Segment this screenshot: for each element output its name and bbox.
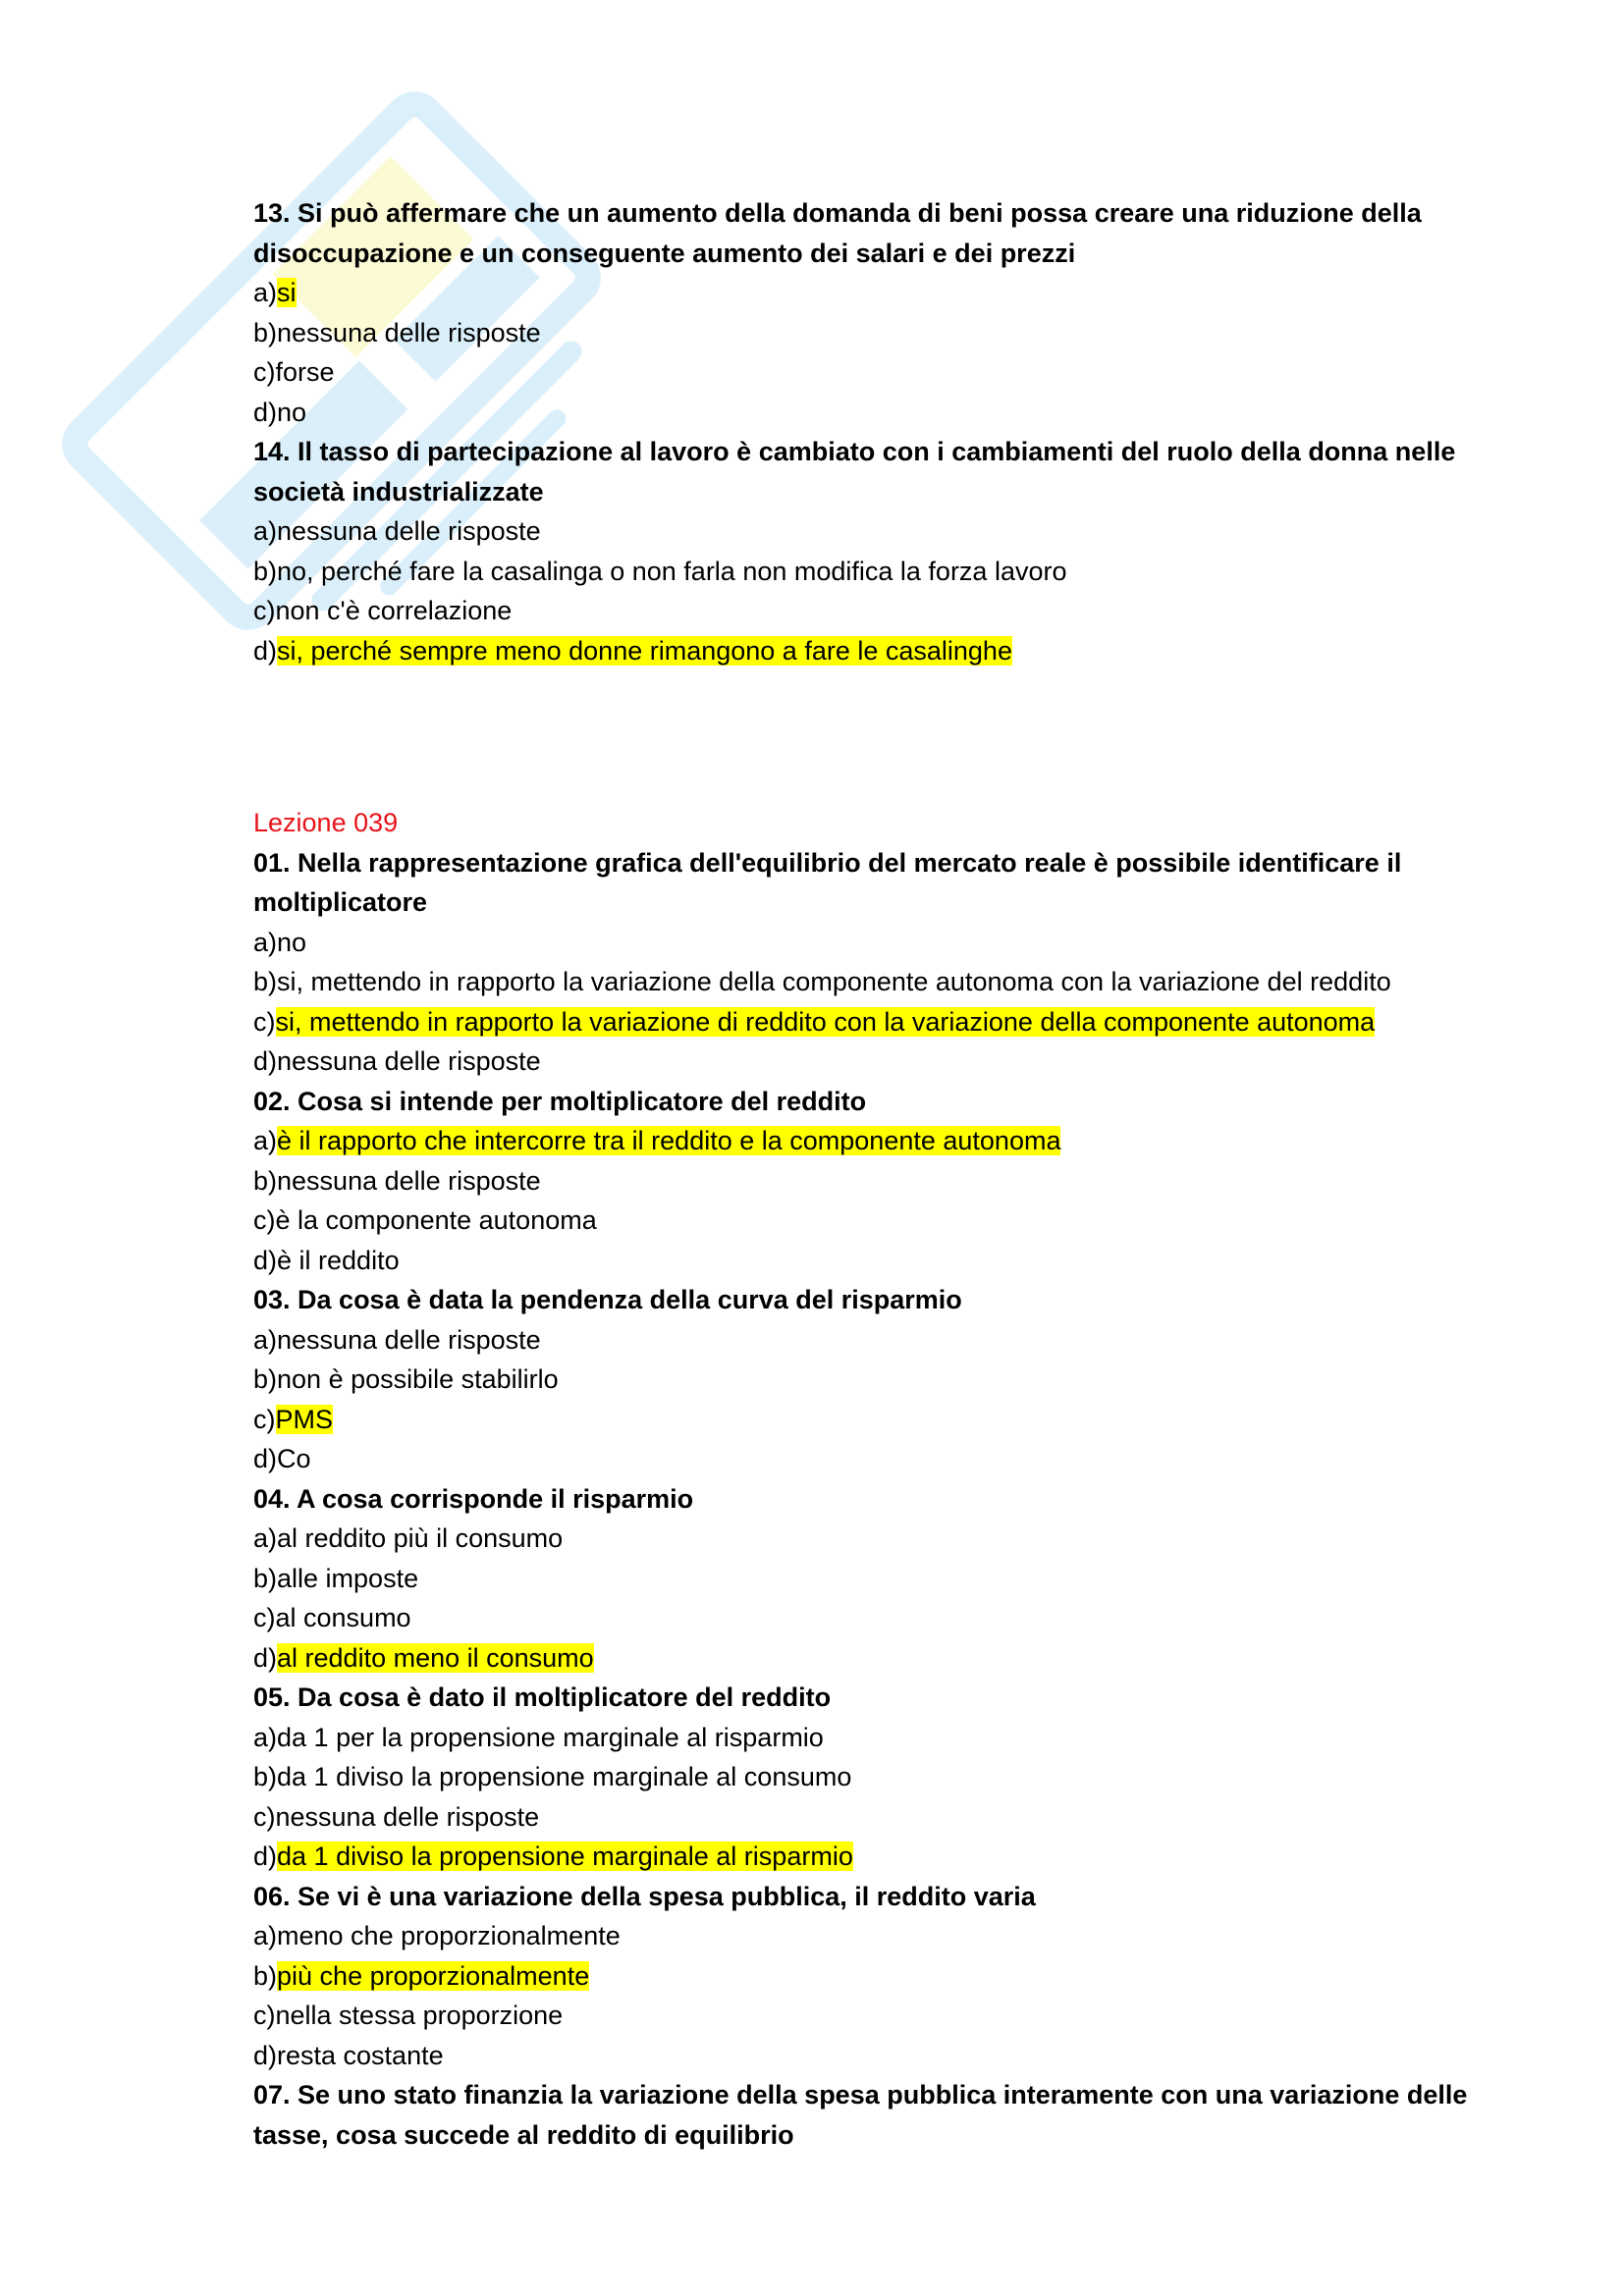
answer-option (253, 1439, 1530, 1479)
option-text: non c'è correlazione (275, 596, 513, 625)
question-01 (253, 843, 1530, 923)
answer-option (253, 591, 1530, 631)
answer-option (253, 1002, 1530, 1042)
answer-option (253, 1996, 1530, 2036)
option-text: nessuna delle risposte (275, 1801, 540, 1832)
option-text: nessuna delle risposte (277, 1324, 541, 1355)
answer-option (253, 1837, 1530, 1877)
answer-option (253, 1041, 1530, 1082)
option-letter: d) (253, 397, 278, 427)
answer-option (253, 511, 1530, 552)
option-letter: d) (253, 2040, 278, 2070)
option-letter: b) (253, 1762, 278, 1791)
option-text: no, perché fare la casalinga o non farla non modifica la forza lavoro (277, 556, 1067, 586)
option-text: resta costante (277, 2040, 444, 2070)
option-text: forse (275, 357, 335, 387)
answer-option (253, 1638, 1530, 1679)
option-letter: c) (253, 1205, 276, 1235)
question-text: 03. Da cosa è data la pendenza della curva del risparmio (253, 1285, 962, 1314)
option-text: nessuna delle risposte (277, 516, 541, 546)
option-letter: b) (253, 1364, 278, 1394)
option-text: no (277, 927, 307, 957)
answer-option (253, 1718, 1530, 1758)
option-text: alle imposte (277, 1563, 419, 1593)
answer-option (253, 1161, 1530, 1201)
answer-option (253, 1241, 1530, 1281)
option-letter: b) (253, 556, 278, 586)
question-text: 05. Da cosa è dato il moltiplicatore del reddito (253, 1682, 832, 1712)
option-letter: c) (253, 357, 276, 387)
question-02 (253, 1082, 1530, 1122)
answer-option (253, 313, 1530, 353)
option-text: è la componente autonoma (275, 1205, 597, 1235)
question-07 (253, 2075, 1530, 2155)
option-text: al consumo (275, 1603, 411, 1632)
option-letter: c) (253, 1603, 276, 1632)
option-letter: a) (253, 927, 278, 957)
answer-option (253, 1121, 1530, 1161)
question-06 (253, 1877, 1530, 1917)
option-letter: b) (253, 317, 278, 347)
option-letter: d) (253, 1642, 278, 1673)
option-text: nessuna delle risposte (277, 1046, 541, 1076)
answer-option (253, 1916, 1530, 1956)
answer-option (253, 1757, 1530, 1797)
highlighted-correct-answer: più che proporzionalmente (277, 1960, 590, 1991)
question-text: 13. Si può affermare che un aumento della domanda di beni possa creare una riduzione della (253, 198, 1422, 228)
answer-option (253, 1360, 1530, 1400)
option-letter: b) (253, 967, 278, 996)
option-text: no (277, 397, 307, 427)
highlighted-correct-answer: da 1 diviso la propensione marginale al risparmio (277, 1842, 853, 1871)
option-text: da 1 per la propensione marginale al risparmio (277, 1722, 824, 1752)
option-text: non è possibile stabilirlo (277, 1364, 559, 1394)
quiz-content (253, 193, 1530, 2155)
answer-option (253, 631, 1530, 671)
answer-option (253, 273, 1530, 313)
answer-option (253, 1400, 1530, 1440)
answer-option (253, 1559, 1530, 1599)
question-03 (253, 1280, 1530, 1320)
question-text: 14. Il tasso di partecipazione al lavoro è cambiato con i cambiamenti del ruolo della donna nelle (253, 437, 1456, 466)
option-letter: a) (253, 278, 278, 307)
answer-option (253, 1519, 1530, 1559)
highlighted-correct-answer: si, perché sempre meno donne rimangono a fare le casalinghe (277, 635, 1012, 666)
option-letter: d) (253, 1842, 278, 1871)
option-letter: c) (253, 2001, 276, 2030)
highlighted-correct-answer: si, mettendo in rapporto la variazione di reddito con la variazione della componente autonoma (275, 1006, 1376, 1037)
answer-option (253, 1320, 1530, 1361)
option-letter: b) (253, 1165, 278, 1196)
question-text: tasse, cosa succede al reddito di equilibrio (253, 2119, 794, 2150)
option-letter: c) (253, 1801, 276, 1832)
option-letter: c) (253, 1404, 276, 1434)
option-text: nella stessa proporzione (275, 2001, 564, 2030)
answer-option (253, 1598, 1530, 1638)
question-text: 07. Se uno stato finanzia la variazione della spesa pubblica interamente con una variazione delle (253, 2080, 1468, 2109)
highlighted-correct-answer: al reddito meno il consumo (277, 1642, 594, 1673)
question-13 (253, 193, 1530, 273)
option-letter: c) (253, 596, 276, 625)
option-text: Co (277, 1444, 311, 1473)
option-text: si, mettendo in rapporto la variazione della componente autonoma con la variazione del reddito (277, 967, 1391, 996)
option-text: è il reddito (277, 1245, 400, 1275)
answer-option (253, 1201, 1530, 1241)
answer-option (253, 1956, 1530, 1997)
question-text: 04. A cosa corrisponde il risparmio (253, 1483, 694, 1514)
question-text: 06. Se vi è una variazione della spesa pubblica, il reddito varia (253, 1881, 1036, 1911)
question-text: società industrializzate (253, 476, 544, 507)
option-letter: d) (253, 1245, 278, 1275)
answer-option (253, 552, 1530, 592)
question-text: 02. Cosa si intende per moltiplicatore del reddito (253, 1086, 867, 1116)
option-letter: d) (253, 1046, 278, 1076)
option-text: meno che proporzionalmente (277, 1921, 621, 1950)
option-letter: a) (253, 1722, 278, 1752)
answer-option (253, 393, 1530, 433)
option-text: da 1 diviso la propensione marginale al consumo (277, 1762, 852, 1791)
question-04 (253, 1479, 1530, 1520)
highlighted-correct-answer: è il rapporto che intercorre tra il reddito e la componente autonoma (277, 1126, 1061, 1155)
highlighted-correct-answer: PMS (275, 1404, 334, 1434)
question-text: moltiplicatore (253, 887, 428, 917)
question-text: disoccupazione e un conseguente aumento dei salari e dei prezzi (253, 238, 1076, 268)
option-text: nessuna delle risposte (277, 317, 541, 347)
option-letter: b) (253, 1960, 278, 1991)
option-letter: a) (253, 1324, 278, 1355)
answer-option (253, 2036, 1530, 2076)
answer-option (253, 962, 1530, 1002)
highlighted-correct-answer: si (277, 278, 297, 307)
question-14 (253, 432, 1530, 511)
option-letter: c) (253, 1006, 276, 1037)
answer-option (253, 923, 1530, 963)
option-letter: d) (253, 635, 278, 666)
option-letter: a) (253, 1523, 278, 1553)
question-05 (253, 1678, 1530, 1718)
answer-option (253, 1797, 1530, 1838)
option-letter: a) (253, 1126, 278, 1155)
option-letter: b) (253, 1563, 278, 1593)
answer-option (253, 352, 1530, 393)
option-letter: d) (253, 1444, 278, 1473)
option-text: nessuna delle risposte (277, 1165, 541, 1196)
option-text: al reddito più il consumo (277, 1523, 564, 1553)
option-letter: a) (253, 516, 278, 546)
question-text: 01. Nella rappresentazione grafica dell'equilibrio del mercato reale è possibile identificare il (253, 847, 1402, 878)
lesson-title: Lezione 039 (253, 808, 399, 837)
option-letter: a) (253, 1921, 278, 1950)
